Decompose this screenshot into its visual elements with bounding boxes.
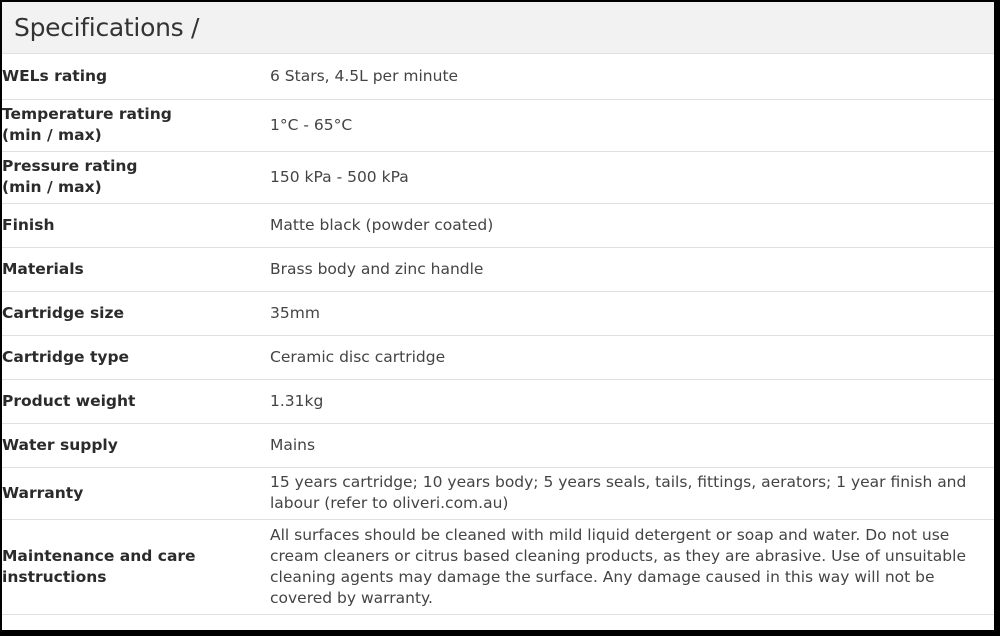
- spec-label: Cartridge type: [2, 335, 270, 379]
- spec-row-wels-rating: [2, 54, 994, 99]
- specifications-header: [2, 2, 994, 54]
- spec-row-materials: [2, 247, 994, 291]
- spec-row-warranty: [2, 467, 994, 519]
- specifications-panel: [2, 2, 996, 632]
- spec-value: 6 Stars, 4.5L per minute: [270, 54, 994, 99]
- spec-label: Pressure rating (min / max): [2, 151, 270, 203]
- specifications-table: [2, 54, 994, 615]
- spec-row-maintenance: [2, 519, 994, 614]
- spec-row-temperature-rating: [2, 99, 994, 151]
- spec-label: Finish: [2, 203, 270, 247]
- spec-value: Matte black (powder coated): [270, 203, 994, 247]
- spec-value: All surfaces should be cleaned with mild liquid detergent or soap and water. Do not use cream cleaners or citrus based cleaning products, as they are abrasive. Use of unsuitable cleaning agents may damage the surface. Any damage caused in this way will not be covered by warranty.: [270, 519, 994, 614]
- spec-value: 15 years cartridge; 10 years body; 5 years seals, tails, fittings, aerators; 1 year finish and labour (refer to oliveri.com.au): [270, 467, 994, 519]
- spec-label: Warranty: [2, 467, 270, 519]
- spec-value: 1.31kg: [270, 379, 994, 423]
- spec-row-finish: [2, 203, 994, 247]
- spec-value: 1°C - 65°C: [270, 99, 994, 151]
- spec-label: Materials: [2, 247, 270, 291]
- spec-value: Mains: [270, 423, 994, 467]
- spec-value: 35mm: [270, 291, 994, 335]
- spec-value: Brass body and zinc handle: [270, 247, 994, 291]
- spec-label: Temperature rating (min / max): [2, 99, 270, 151]
- spec-label: Water supply: [2, 423, 270, 467]
- spec-label: Cartridge size: [2, 291, 270, 335]
- spec-row-cartridge-type: [2, 335, 994, 379]
- spec-row-product-weight: [2, 379, 994, 423]
- spec-row-water-supply: [2, 423, 994, 467]
- spec-value: 150 kPa - 500 kPa: [270, 151, 994, 203]
- specifications-title: Specifications /: [14, 13, 200, 42]
- spec-label: WELs rating: [2, 54, 270, 99]
- spec-label: Product weight: [2, 379, 270, 423]
- spec-row-pressure-rating: [2, 151, 994, 203]
- spec-row-cartridge-size: [2, 291, 994, 335]
- spec-label: Maintenance and care instructions: [2, 519, 270, 614]
- spec-value: Ceramic disc cartridge: [270, 335, 994, 379]
